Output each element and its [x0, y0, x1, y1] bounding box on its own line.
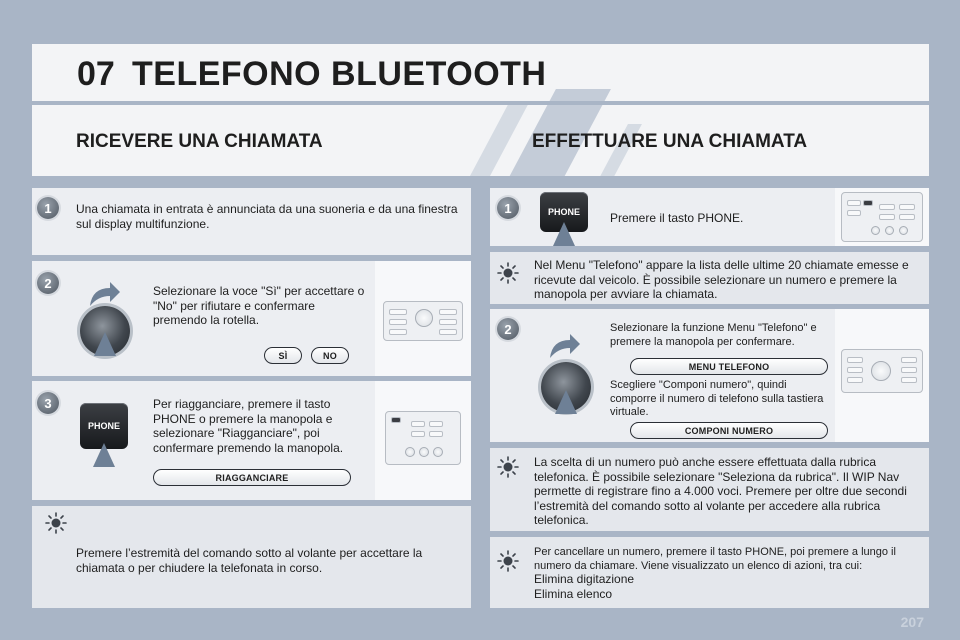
right-tip-3-text [534, 546, 920, 602]
push-arrow-icon [553, 222, 575, 246]
right-step-1-text: Premere il tasto PHONE. [610, 211, 744, 225]
left-step-2-text: Selezionare la voce "Sì" per accettare o "No" per rifiutare e confermare premendo la rotella. [153, 284, 365, 327]
push-arrow-icon [93, 443, 115, 467]
phone-menu-button[interactable]: MENU TELEFONO [630, 358, 828, 375]
push-arrow-icon [94, 332, 116, 356]
tip-icon [45, 512, 67, 534]
phone-key-icon: PHONE [540, 192, 588, 232]
step-badge: 1 [497, 197, 519, 219]
left-tip-text: Premere l’estremità del comando sotto al volante per accettare la chiamata o per chiudere la telefonata in corso. [76, 546, 423, 575]
right-tip-3-item: Elimina digitazione [534, 572, 635, 586]
left-step-3-text: Per riagganciare, premere il tasto PHONE o premere la manopola e selezionare "Riagganciare", poi confermare premendo la manopola. [153, 397, 344, 455]
radio-illustration [375, 381, 471, 500]
rotate-arrow-icon [546, 334, 580, 365]
yes-button[interactable]: SÌ [264, 347, 302, 364]
right-tip-3-item: Elimina elenco [534, 586, 613, 601]
left-section-title: RICEVERE UNA CHIAMATA [76, 131, 323, 152]
tip-icon [497, 456, 519, 478]
tip-icon [497, 550, 519, 572]
right-tip-3-intro: Per cancellare un numero, premere il tasto PHONE, poi premere a lungo il numero da chiamare. Viene visualizzato un elenco di azioni, tra cui: [534, 546, 896, 572]
right-tip-1-text: Nel Menu "Telefono" appare la lista delle ultime 20 chiamate emesse e ricevute dal veicolo. È possibile selezionare un numero e premere la manopola per avviare la chiamata. [534, 258, 909, 301]
dial-number-button[interactable]: COMPONI NUMERO [630, 422, 828, 439]
no-button[interactable]: NO [311, 347, 349, 364]
push-arrow-icon [555, 390, 577, 414]
hang-up-button[interactable]: RIAGGANCIARE [153, 469, 351, 486]
step-badge: 3 [37, 392, 59, 414]
radio-illustration [375, 261, 471, 376]
tip-icon [497, 262, 519, 284]
right-step-2-text-2: Scegliere "Componi numero", quindi comporre il numero di telefono sulla tastiera virtuale. [610, 379, 824, 418]
step-badge: 2 [497, 318, 519, 340]
step-badge: 1 [37, 197, 59, 219]
header-divider [32, 101, 929, 105]
right-step-2-text-1: Selezionare la funzione Menu "Telefono" e premere la manopola per confermare. [610, 322, 817, 348]
chapter-number: 07 [77, 55, 115, 93]
left-step-1-text: Una chiamata in entrata è annunciata da una suoneria e da una finestra sul display multifunzione. [76, 202, 458, 231]
right-tip-2-text: La scelta di un numero può anche essere effettuata dalla rubrica telefonica. È possibile selezionare "Seleziona da rubrica". Il WIP Nav permette di registrare fino a 4.000 voci. Premere per oltre due secondi l’estremità del comando sotto al volante per accedere alla rubrica telefonica. [534, 455, 907, 527]
radio-illustration [835, 309, 929, 442]
right-section-title: EFFETTUARE UNA CHIAMATA [532, 131, 808, 152]
phone-key-icon: PHONE [80, 403, 128, 449]
step-badge: 2 [37, 272, 59, 294]
chapter-title: TELEFONO BLUETOOTH [132, 55, 547, 93]
radio-illustration [835, 188, 929, 246]
page-number: 207 [900, 614, 924, 630]
